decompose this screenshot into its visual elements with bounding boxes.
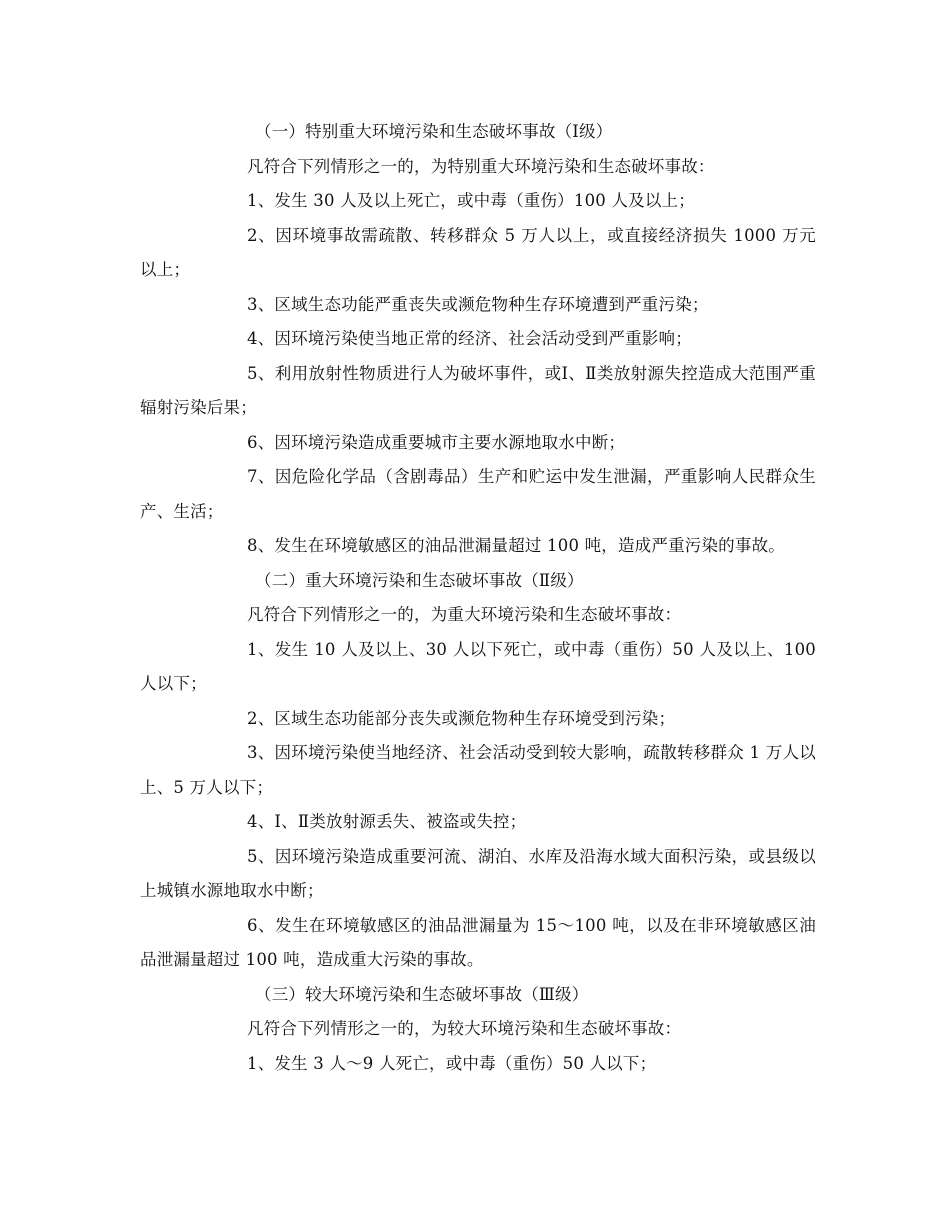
document-body — [140, 115, 816, 1081]
list-item: 4、因环境污染使当地正常的经济、社会活动受到严重影响； — [247, 329, 692, 348]
list-item: 6、因环境污染造成重要城市主要水源地取水中断； — [247, 432, 626, 452]
list-item: 6、发生在环境敏感区的油品泄漏量为 15～100 吨，以及在非环境敏感区油品泄漏量超过 100 吨，造成重大污染的事故。 — [140, 915, 816, 969]
paragraph: 凡符合下列情形之一的，为较大环境污染和生态破坏事故： — [247, 1019, 682, 1038]
paragraph: 凡符合下列情形之一的，为重大环境污染和生态破坏事故： — [247, 605, 682, 624]
section-heading-level-3: （三）较大环境污染和生态破坏事故（Ⅲ级） — [255, 984, 589, 1004]
list-item: 3、区域生态功能严重丧失或濒危物种生存环境遭到严重污染； — [247, 294, 709, 314]
paragraph: 凡符合下列情形之一的，为特别重大环境污染和生态破坏事故： — [247, 156, 715, 176]
list-item: 2、因环境事故需疏散、转移群众 5 万人以上，或直接经济损失 1000 万元以上； — [140, 225, 816, 279]
list-item: 1、发生 3 人～9 人死亡，或中毒（重伤）50 人以下； — [247, 1053, 657, 1073]
list-item: 8、发生在环境敏感区的油品泄漏量超过 100 吨，造成严重污染的事故。 — [247, 536, 785, 555]
list-item: 5、利用放射性物质进行人为破坏事件，或Ⅰ、Ⅱ类放射源失控造成大范围严重辐射污染后果； — [140, 363, 816, 417]
list-item: 7、因危险化学品（含剧毒品）生产和贮运中发生泄漏，严重影响人民群众生产、生活； — [140, 467, 816, 521]
list-item: 1、发生 10 人及以上、30 人以下死亡，或中毒（重伤）50 人及以上、100 人以下； — [140, 639, 816, 693]
list-item: 1、发生 30 人及以上死亡，或中毒（重伤）100 人及以上； — [247, 191, 695, 210]
list-item: 5、因环境污染造成重要河流、湖泊、水库及沿海水域大面积污染，或县级以上城镇水源地取水中断； — [140, 846, 816, 900]
section-heading-level-2: （二）重大环境污染和生态破坏事故（Ⅱ级） — [255, 570, 584, 590]
list-item: 3、因环境污染使当地经济、社会活动受到较大影响，疏散转移群众 1 万人以上、5 万人以下； — [140, 743, 816, 797]
section-heading-level-1: （一）特别重大环境污染和生态破坏事故（Ⅰ级） — [255, 122, 613, 141]
list-item: 4、Ⅰ、Ⅱ类放射源丢失、被盗或失控； — [247, 812, 527, 831]
list-item: 2、区域生态功能部分丧失或濒危物种生存环境受到污染； — [247, 708, 676, 728]
